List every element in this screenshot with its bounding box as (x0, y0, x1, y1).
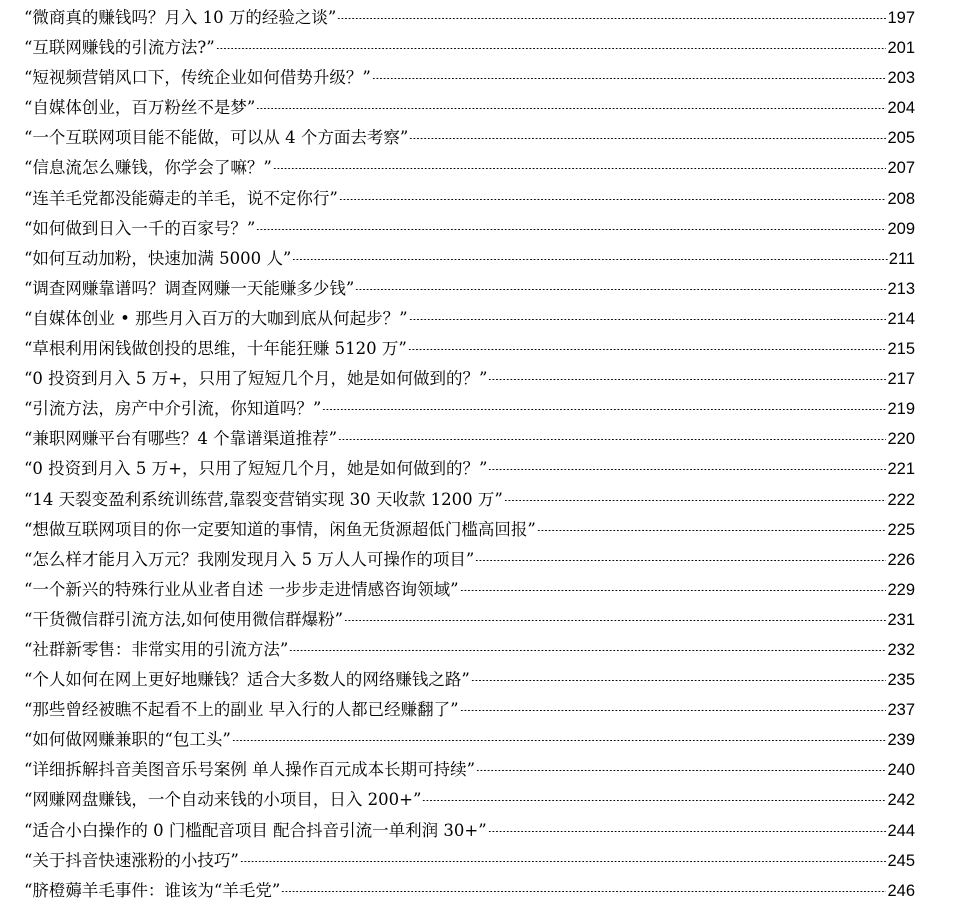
toc-entry-title: “调查网赚靠谱吗？调查网赚一天能赚多少钱” (24, 278, 355, 298)
toc-dot-leader (488, 469, 886, 470)
toc-entry[interactable] (24, 364, 915, 394)
toc-entry-page-number: 197 (887, 9, 915, 27)
toc-entry[interactable] (24, 244, 915, 274)
toc-dot-leader (339, 199, 887, 200)
toc-entry[interactable] (24, 334, 915, 364)
toc-entry-page-number: 207 (887, 159, 915, 178)
toc-entry-title: “那些曾经被瞧不起看不上的副业 早入行的人都已经赚翻了” (24, 700, 459, 720)
toc-dot-leader (488, 831, 887, 832)
toc-entry-title: “关于抖音快速涨粉的小技巧” (24, 850, 239, 870)
toc-entry-title: “网赚网盘赚钱，一个自动来钱的小项目，日入 200+” (24, 790, 422, 810)
toc-entry[interactable] (24, 846, 915, 876)
toc-entry-page-number: 221 (887, 460, 915, 479)
toc-entry-title: “兼职网赚平台有哪些？4 个靠谱渠道推荐” (24, 429, 338, 449)
toc-entry[interactable] (24, 454, 915, 484)
toc-dot-leader (292, 259, 887, 260)
toc-dot-leader (256, 108, 886, 109)
toc-entry-page-number: 211 (888, 249, 915, 268)
toc-entry[interactable] (24, 123, 915, 153)
toc-entry-page-number: 246 (887, 881, 915, 900)
toc-entry-title: “引流方法，房产中介引流，你知道吗？” (24, 399, 322, 419)
toc-entry-page-number: 205 (887, 129, 915, 148)
toc-dot-leader (372, 78, 887, 79)
toc-entry-title: “脐橙薅羊毛事件：谁该为“羊毛党” (24, 880, 281, 900)
toc-entry[interactable] (24, 695, 915, 725)
toc-dot-leader (240, 861, 887, 862)
toc-dot-leader (422, 800, 886, 801)
toc-entry-title: “社群新零售：非常实用的引流方法” (24, 639, 289, 659)
toc-entry-page-number: 235 (887, 671, 915, 690)
toc-entry-page-number: 245 (887, 851, 915, 870)
toc-entry-page-number: 226 (887, 550, 915, 569)
toc-entry-page-number: 232 (887, 640, 915, 659)
toc-dot-leader (256, 229, 886, 230)
table-of-contents (24, 3, 915, 906)
toc-entry[interactable] (24, 816, 915, 846)
toc-dot-leader (476, 770, 886, 771)
toc-dot-leader (232, 740, 887, 741)
toc-entry-page-number: 231 (887, 610, 915, 629)
toc-entry[interactable] (24, 876, 915, 906)
toc-dot-leader (281, 891, 886, 892)
toc-entry-title: “个人如何在网上更好地赚钱？适合大多数人的网络赚钱之路” (24, 670, 470, 690)
toc-entry[interactable] (24, 575, 915, 605)
toc-entry-title: “0 投资到月入 5 万+，只用了短短几个月，她是如何做到的？” (24, 459, 488, 479)
toc-entry-page-number: 242 (887, 791, 915, 810)
toc-dot-leader (409, 319, 887, 320)
toc-entry-page-number: 219 (887, 400, 915, 419)
toc-entry-page-number: 214 (887, 309, 915, 328)
toc-entry[interactable] (24, 725, 915, 755)
toc-entry-title: “适合小白操作的 0 门槛配音项目 配合抖音引流一单利润 30+” (24, 820, 487, 840)
toc-dot-leader (344, 620, 886, 621)
toc-entry-page-number: 204 (887, 99, 915, 118)
toc-entry-title: “如何互动加粉，快速加满 5000 人” (24, 248, 292, 268)
toc-dot-leader (409, 138, 886, 139)
toc-entry-page-number: 203 (887, 69, 915, 88)
toc-entry-title: “0 投资到月入 5 万+，只用了短短几个月，她是如何做到的？” (24, 369, 488, 389)
toc-entry-title: “14 天裂变盈利系统训练营,靠裂变营销实现 30 天收款 1200 万” (24, 489, 503, 509)
toc-dot-leader (355, 289, 886, 290)
toc-entry[interactable] (24, 635, 915, 665)
toc-dot-leader (504, 500, 887, 501)
toc-dot-leader (475, 560, 886, 561)
toc-entry-title: “草根利用闲钱做创投的思维，十年能狂赚 5120 万” (24, 339, 407, 359)
toc-entry[interactable] (24, 214, 915, 244)
toc-entry-title: “详细拆解抖音美图音乐号案例 单人操作百元成本长期可持续” (24, 760, 476, 780)
toc-entry-page-number: 213 (887, 279, 915, 298)
toc-entry-page-number: 240 (887, 761, 915, 780)
toc-entry[interactable] (24, 605, 915, 635)
toc-entry[interactable] (24, 394, 915, 424)
toc-entry-title: “想做互联网项目的你一定要知道的事情，闲鱼无货源超低门槛高回报” (24, 519, 536, 539)
toc-entry-title: “如何做网赚兼职的“包工头” (24, 730, 231, 750)
toc-entry[interactable] (24, 665, 915, 695)
toc-entry[interactable] (24, 515, 915, 545)
toc-dot-leader (460, 590, 887, 591)
toc-entry[interactable] (24, 274, 915, 304)
toc-entry-title: “如何做到日入一千的百家号？” (24, 218, 256, 238)
toc-entry[interactable] (24, 93, 915, 123)
toc-entry-title: “连羊毛党都没能薅走的羊毛，说不定你行” (24, 188, 338, 208)
toc-dot-leader (289, 650, 886, 651)
toc-entry-title: “自媒体创业 • 那些月入百万的大咖到底从何起步？” (24, 308, 408, 328)
toc-dot-leader (273, 168, 887, 169)
toc-dot-leader (537, 530, 887, 531)
toc-entry-title: “微商真的赚钱吗？月入 10 万的经验之谈” (24, 8, 337, 27)
toc-entry-page-number: 201 (887, 39, 915, 58)
toc-entry[interactable] (24, 33, 915, 63)
toc-entry[interactable] (24, 485, 915, 515)
toc-entry[interactable] (24, 424, 915, 454)
toc-entry-title: “怎么样才能月入万元？我刚发现月入 5 万人人可操作的项目” (24, 549, 475, 569)
toc-dot-leader (460, 710, 887, 711)
toc-entry-title: “自媒体创业，百万粉丝不是梦” (24, 98, 256, 118)
toc-entry-title: “干货微信群引流方法,如何使用微信群爆粉” (24, 609, 344, 629)
toc-entry[interactable] (24, 153, 915, 183)
toc-entry-title: “互联网赚钱的引流方法?” (24, 38, 215, 58)
toc-entry-page-number: 217 (887, 370, 915, 389)
toc-dot-leader (338, 439, 886, 440)
toc-entry-page-number: 225 (887, 520, 915, 539)
toc-entry-page-number: 229 (887, 580, 915, 599)
toc-entry-page-number: 222 (887, 490, 915, 509)
toc-entry-page-number: 209 (887, 219, 915, 238)
toc-entry-title: “短视频营销风口下，传统企业如何借势升级？” (24, 68, 371, 88)
toc-dot-leader (322, 409, 886, 410)
toc-entry[interactable] (24, 545, 915, 575)
toc-entry-title: “一个互联网项目能不能做，可以从 4 个方面去考察” (24, 128, 409, 148)
toc-entry-page-number: 244 (887, 821, 915, 840)
toc-entry-page-number: 239 (887, 731, 915, 750)
toc-entry[interactable] (24, 304, 915, 334)
toc-dot-leader (471, 680, 887, 681)
toc-entry[interactable] (24, 785, 915, 815)
toc-entry-page-number: 215 (887, 340, 915, 359)
toc-entry-page-number: 237 (887, 701, 915, 720)
toc-entry[interactable] (24, 184, 915, 214)
toc-entry-page-number: 220 (887, 430, 915, 449)
toc-entry[interactable] (24, 755, 915, 785)
toc-entry-page-number: 208 (887, 189, 915, 208)
toc-entry-title: “信息流怎么赚钱，你学会了嘛？” (24, 158, 272, 178)
toc-dot-leader (408, 349, 887, 350)
toc-entry[interactable] (24, 63, 915, 93)
toc-dot-leader (216, 48, 887, 49)
toc-dot-leader (488, 379, 886, 380)
toc-entry[interactable] (24, 3, 915, 33)
toc-dot-leader (337, 18, 886, 19)
toc-entry-title: “一个新兴的特殊行业从业者自述 一步步走进情感咨询领域” (24, 579, 459, 599)
